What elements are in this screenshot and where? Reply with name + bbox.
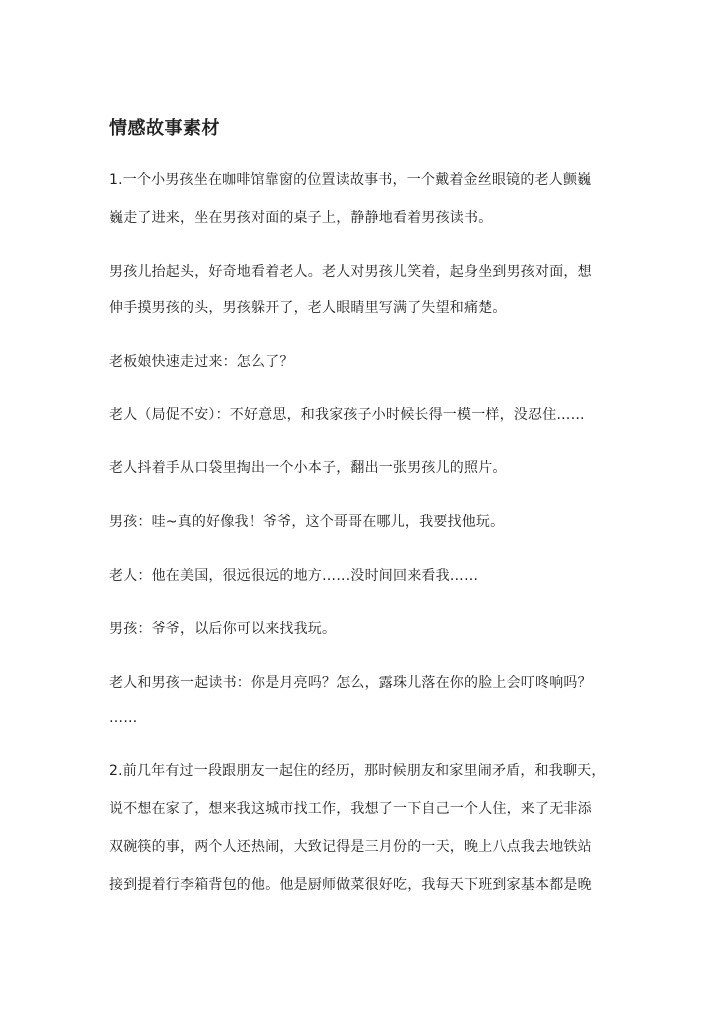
paragraph-2-line-1: 男孩儿抬起头，好奇地看着老人。老人对男孩儿笑着，起身坐到男孩对面，想 (109, 264, 592, 280)
paragraph-4: 老人（局促不安）：不好意思，和我家孩子小时候长得一模一样，没忍住…… (109, 407, 585, 423)
paragraph-9-line-1: 老人和男孩一起读书：你是月亮吗？怎么，露珠儿落在你的脸上会叮咚响吗？ (109, 675, 592, 691)
paragraph-10-line-3: 双碗筷的事，两个人还热闹，大致记得是三月份的一天，晚上八点我去地铁站 (109, 839, 592, 855)
paragraph-1-line-2: 巍走了进来，坐在男孩对面的桌子上，静静地看着男孩读书。 (109, 210, 493, 226)
paragraph-2-line-2: 伸手摸男孩的头，男孩躲开了，老人眼睛里写满了失望和痛楚。 (109, 300, 507, 316)
paragraph-3: 老板娘快速走过来：怎么了？ (109, 354, 294, 370)
paragraph-10-line-1: 2.前几年有过一段跟朋友一起住的经历，那时候朋友和家里闹矛盾，和我聊天， (109, 763, 606, 779)
paragraph-10-line-4: 接到提着行李箱背包的他。他是厨师做菜很好吃，我每天下班到家基本都是晚 (109, 877, 592, 893)
paragraph-6: 男孩：哇~真的好像我！爷爷，这个哥哥在哪儿，我要找他玩。 (109, 514, 505, 530)
paragraph-10-line-2: 说不想在家了，想来我这城市找工作，我想了一下自己一个人住，来了无非添 (109, 801, 592, 817)
document-title: 情感故事素材 (109, 118, 220, 139)
paragraph-9-line-2: …… (109, 710, 138, 726)
paragraph-8: 男孩：爷爷，以后你可以来找我玩。 (109, 621, 337, 637)
paragraph-5: 老人抖着手从口袋里掏出一个小本子，翻出一张男孩儿的照片。 (109, 460, 507, 476)
paragraph-1-line-1: 1.一个小男孩坐在咖啡馆靠窗的位置读故事书，一个戴着金丝眼镜的老人颤巍 (109, 172, 592, 188)
paragraph-7: 老人：他在美国，很远很远的地方……没时间回来看我…… (109, 568, 479, 584)
